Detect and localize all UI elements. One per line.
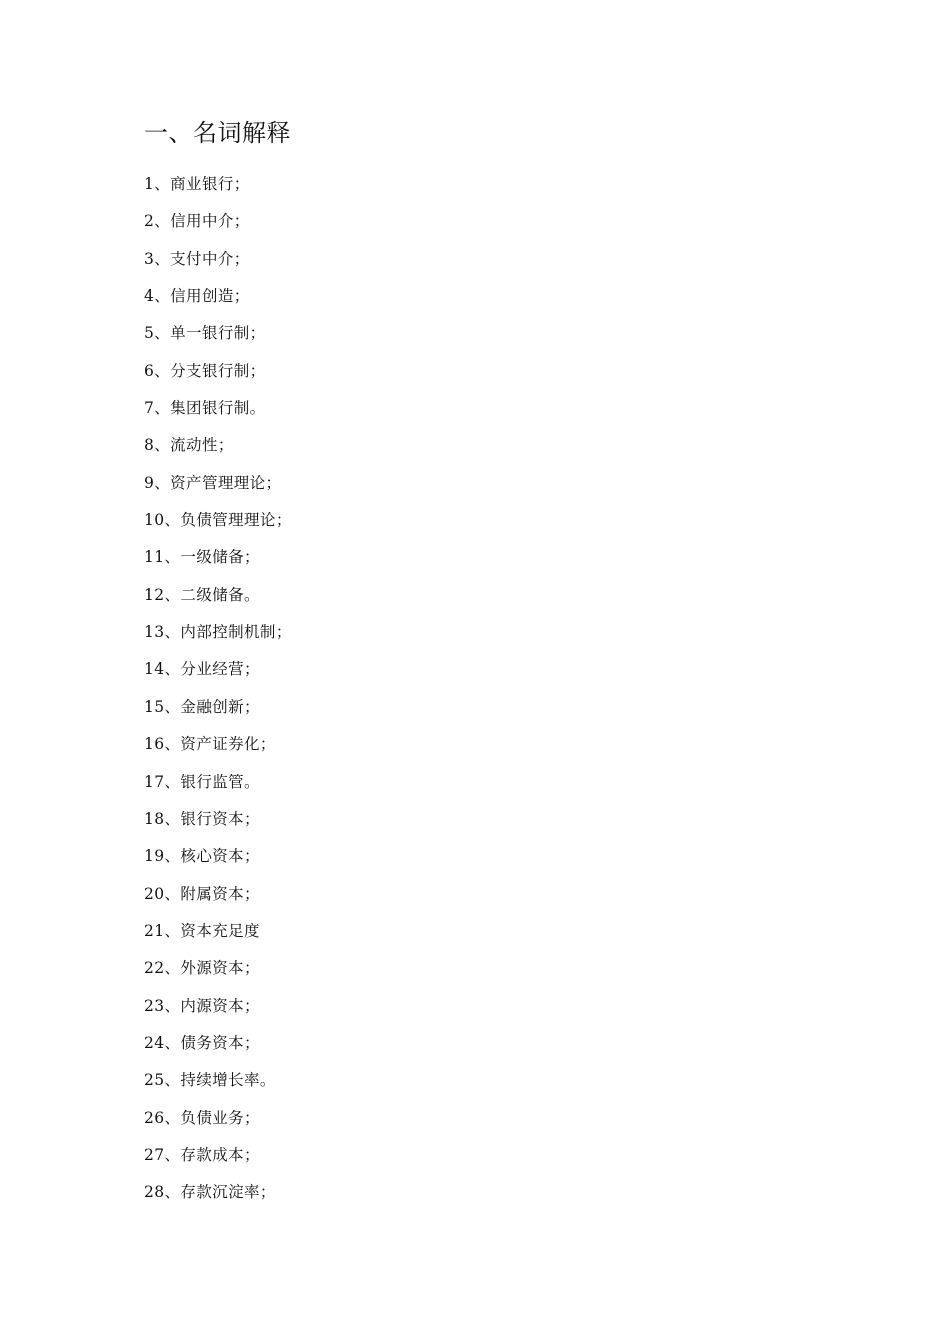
term-item: 19、核心资本； — [144, 847, 260, 866]
term-item: 10、负债管理理论； — [144, 511, 292, 530]
term-item: 15、金融创新； — [144, 697, 260, 716]
section-title: 一、名词解释 — [144, 119, 291, 147]
term-item: 17、银行监管。 — [144, 772, 260, 791]
term-item: 23、内源资本； — [144, 996, 260, 1015]
term-list — [144, 171, 292, 1217]
term-item: 11、一级储备； — [144, 548, 260, 567]
term-item: 8、流动性； — [144, 436, 234, 455]
term-item: 1、商业银行； — [144, 175, 250, 193]
term-item: 6、分支银行制； — [144, 361, 266, 380]
term-item: 3、支付中介； — [144, 249, 250, 268]
term-item: 27、存款成本； — [144, 1145, 260, 1164]
term-item: 7、集团银行制。 — [144, 399, 266, 418]
term-item: 16、资产证券化； — [144, 735, 276, 754]
term-item: 20、附属资本； — [144, 884, 260, 903]
term-item: 5、单一银行制； — [144, 324, 266, 343]
term-item: 9、资产管理理论； — [144, 473, 282, 492]
term-item: 14、分业经营； — [144, 660, 260, 679]
term-item: 21、资本充足度 — [144, 921, 260, 940]
term-item: 2、信用中介； — [144, 212, 250, 231]
term-item: 12、二级储备。 — [144, 585, 260, 604]
term-item: 28、存款沉淀率； — [144, 1183, 276, 1202]
term-item: 18、银行资本； — [144, 809, 260, 828]
term-item: 26、负债业务； — [144, 1108, 260, 1127]
term-item: 22、外源资本； — [144, 959, 260, 978]
term-item: 24、债务资本； — [144, 1033, 260, 1052]
term-item: 4、信用创造； — [144, 287, 250, 306]
term-item: 13、内部控制机制； — [144, 623, 292, 642]
term-item: 25、持续增长率。 — [144, 1071, 276, 1090]
